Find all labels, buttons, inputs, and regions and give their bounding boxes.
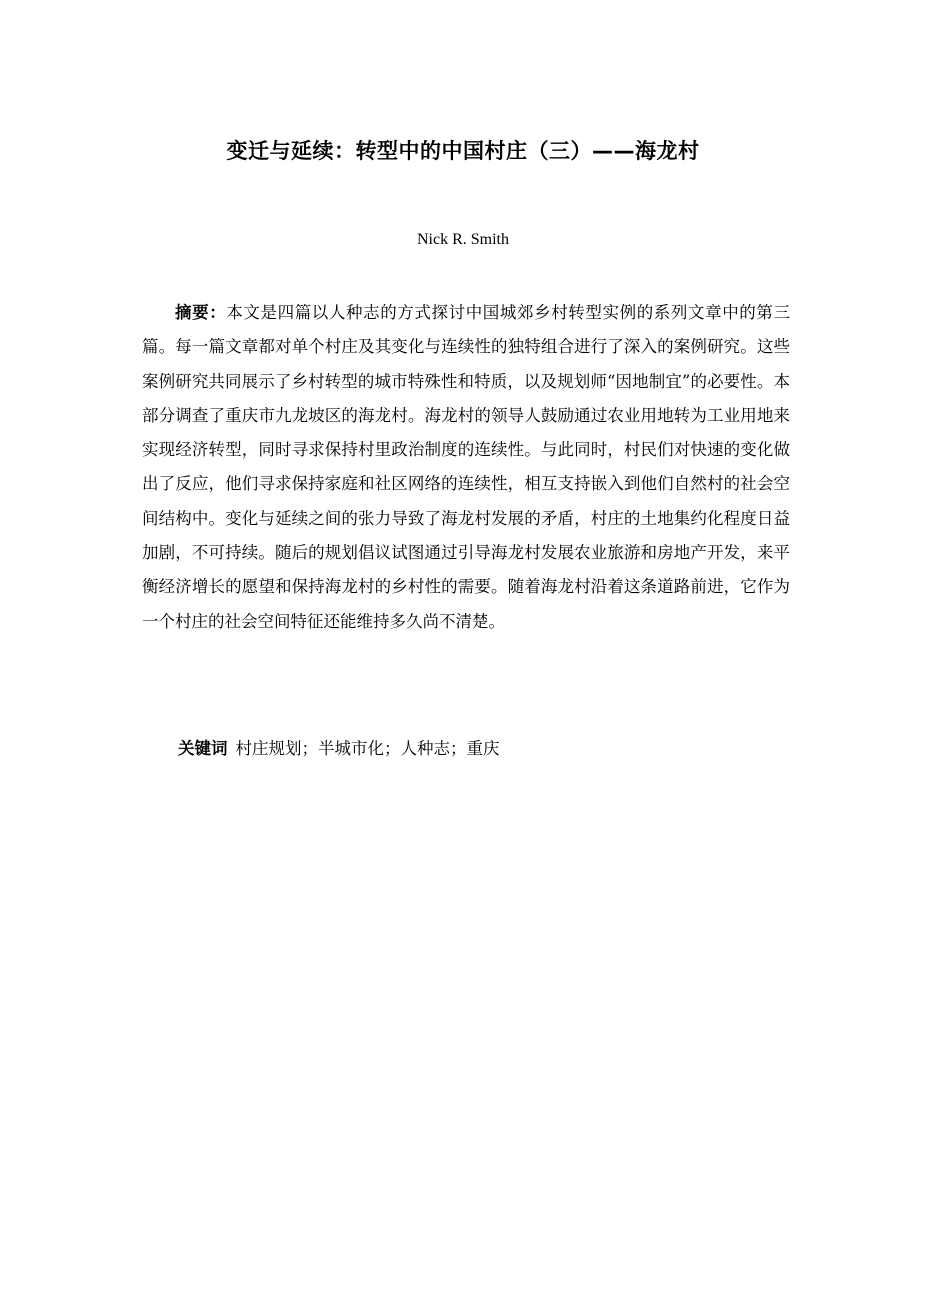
abstract-paragraph [142, 296, 790, 639]
paper-title: 变迁与延续：转型中的中国村庄（三）——海龙村 [226, 139, 700, 163]
keywords-line [178, 734, 790, 764]
abstract-text: 本文是四篇以人种志的方式探讨中国城郊乡村转型实例的系列文章中的第三篇。每一篇文章都对单个村庄及其变化与连续性的独特组合进行了深入的案例研究。这些案例研究共同展示了乡村转型的城市特殊性和特质，以及规划师“因地制宜”的必要性。本部分调查了重庆市九龙坡区的海龙村。海龙村的领导人鼓励通过农业用地转为工业用地来实现经济转型，同时寻求保持村里政治制度的连续性。与此同时，村民们对快速的变化做出了反应，他们寻求保持家庭和社区网络的连续性，相互支持嵌入到他们自然村的社会空间结构中。变化与延续之间的张力导致了海龙村发展的矛盾，村庄的土地集约化程度日益加剧，不可持续。随后的规划倡议试图通过引导海龙村发展农业旅游和房地产开发，来平衡经济增长的愿望和保持海龙村的乡村性的需要。随着海龙村沿着这条道路前进，它作为一个村庄的社会空间特征还能维持多久尚不清楚。 [142, 303, 791, 631]
keywords-text: 村庄规划；半城市化；人种志；重庆 [235, 739, 500, 758]
author-name: Nick R. Smith [416, 231, 509, 248]
keywords-label: 关键词 [178, 739, 228, 758]
abstract-label: 摘要： [175, 303, 227, 322]
